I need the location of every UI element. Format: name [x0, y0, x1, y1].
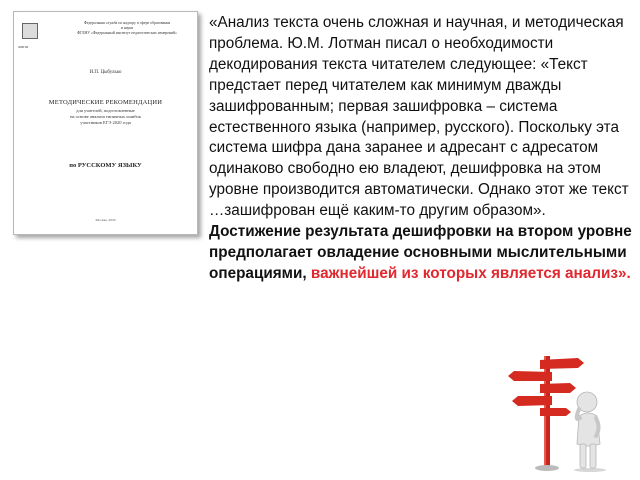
- main-paragraph: [209, 13, 634, 285]
- signpost-thinking-figure-icon: [500, 352, 630, 472]
- cover-subtitle-line: для учителей, подготовленные: [76, 108, 135, 113]
- cover-header-line: Федеральная служба по надзору в сфере образования: [83, 21, 171, 25]
- cover-subtitle: [34, 108, 177, 126]
- book-cover: [13, 11, 198, 235]
- cover-subject-prefix: по: [69, 162, 77, 169]
- cover-subject-name: РУССКОМУ ЯЗЫКУ: [77, 162, 142, 169]
- emblem-caption: ФИПИ: [18, 45, 29, 49]
- cover-subtitle-line: участников ЕГЭ 2020 года: [80, 120, 131, 125]
- cover-header-line: и науки: [120, 26, 134, 30]
- quote-highlight-text: важнейшей из которых является анализ».: [310, 264, 631, 282]
- cover-subtitle-line: на основе анализа типичных ошибок: [70, 114, 141, 119]
- quote-text: «Анализ текста очень сложная и научная, и методическая проблема. Ю.М. Лотман писал о необходимости декодирования текста читателем следующее: «Текст предстает перед читателем как минимум дважды зашифрованным; первая зашифровка – система естественного языка (например, русского). Поскольку эта система шифра дана заранее и адресант с адресатом одинаково свободно ею владеют, дешифровка на этом уровне производится автоматически. Однако этот же текст …зашифрован ещё каким-то другим образом».: [209, 14, 629, 220]
- cover-author: И.П. Цыбулько: [89, 70, 122, 75]
- cover-subject: [14, 162, 197, 169]
- quote-bold-text: Достижение результата дешифровки на втором уровне предполагает овладение основными мыслительными операциями,: [209, 223, 632, 282]
- emblem-icon: [22, 23, 38, 39]
- cover-city-year: Москва, 2020: [95, 218, 116, 222]
- cover-title: МЕТОДИЧЕСКИЕ РЕКОМЕНДАЦИИ: [48, 99, 163, 106]
- cover-header-line: ФГБНУ «Федеральный институт педагогических измерений»: [77, 31, 177, 35]
- cover-header: [62, 21, 192, 36]
